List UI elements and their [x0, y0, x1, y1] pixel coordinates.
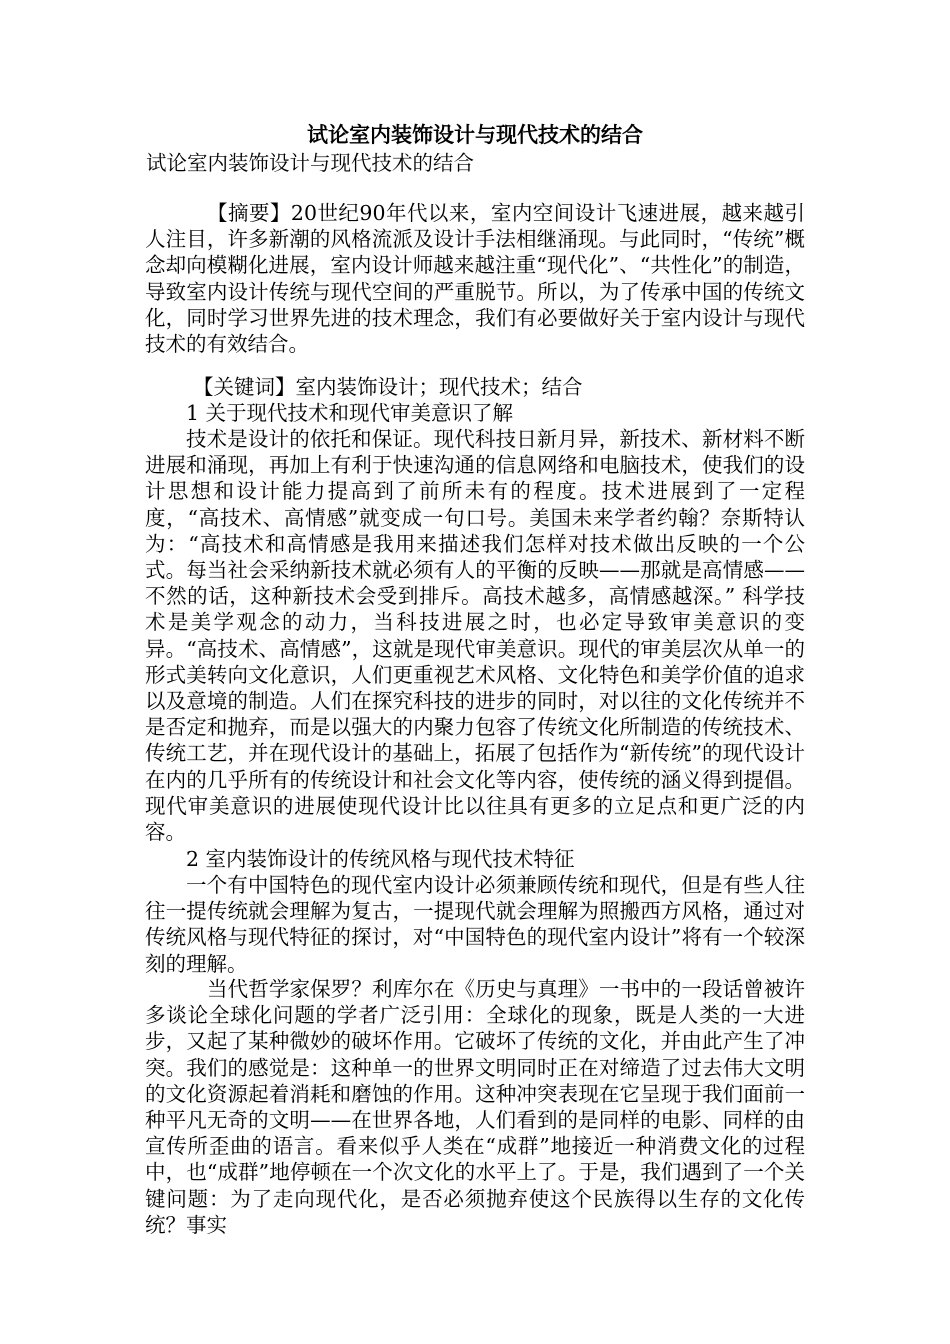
section-1-body: 技术是设计的依托和保证。现代科技日新月异，新技术、新材料不断进展和涌现，再加上有利于快速沟通的信息网络和电脑技术，使我们的设计思想和设计能力提高到了前所未有的程度。技术进展到了一定程度，“高技术、高情感”就变成一句口号。美国未来学者约翰？奈斯特认为：“高技术和高情感是我用来描述我们怎样对技术做出反映的一个公式。每当社会采纳新技术就必须有人的平衡的反映——那就是高情感——不然的话，这种新技术会受到排斥。高技术越多，高情感越深。” 科学技术是美学观念的动力，当科技进展之时，也必定导致审美意识的变异。“高技术、高情感”，这就是现代审美意识。现代的审美层次从单一的形式美转向文化意识，人们更重视艺术风格、文化特色和美学价值的追求以及意境的制造。人们在探究科技的进步的同时，对以往的文化传统并不是否定和抛弃，而是以强大的内聚力包容了传统文化所制造的传统技术、传统工艺，并在现代设计的基础上，拓展了包括作为“新传统”的现代设计在内的几乎所有的传统设计和社会文化等内容，使传统的涵义得到提倡。现代审美意识的进展使现代设计比以往具有更多的立足点和更广泛的内容。	[145, 427, 805, 845]
document-subtitle: 试论室内装饰设计与现代技术的结合	[146, 151, 474, 175]
section-2-paragraph-1: 一个有中国特色的现代室内设计必须兼顾传统和现代，但是有些人往往一提传统就会理解为复古，一提现代就会理解为照搬西方风格，通过对传统风格与现代特征的探讨，对“中国特色的现代室内设计”将有一个较深刻的理解。	[145, 873, 805, 976]
document-title: 试论室内装饰设计与现代技术的结合	[307, 122, 643, 147]
section-1-heading: 1 关于现代技术和现代审美意识了解	[186, 401, 514, 425]
abstract-paragraph: 【摘要】20世纪90年代以来，室内空间设计飞速进展，越来越引人注目，许多新潮的风格流派及设计手法相继涌现。与此同时，“传统”概念却向模糊化进展，室内设计师越来越注重“现代化”、“共性化”的制造，导致室内设计传统与现代空间的严重脱节。所以，为了传承中国的传统文化，同时学习世界先进的技术理念，我们有必要做好关于室内设计与现代技术的有效结合。	[145, 201, 805, 357]
section-2-paragraph-2: 当代哲学家保罗？利库尔在《历史与真理》一书中的一段话曾被许多谈论全球化问题的学者广泛引用：全球化的现象，既是人类的一大进步，又起了某种微妙的破坏作用。它破坏了传统的文化，并由此产生了冲突。我们的感觉是：这种单一的世界文明同时正在对缔造了过去伟大文明的文化资源起着消耗和磨蚀的作用。这种冲突表现在它呈现于我们面前一种平凡无奇的文明——在世界各地，人们看到的是同样的电影、同样的由宣传所歪曲的语言。看来似乎人类在“成群”地接近一种消费文化的过程中，也“成群”地停顿在一个次文化的水平上了。于是，我们遇到了一个关键问题：为了走向现代化，是否必须抛弃使这个民族得以生存的文化传统？事实	[145, 977, 805, 1237]
section-2-heading: 2 室内装饰设计的传统风格与现代技术特征	[186, 847, 575, 871]
keywords-line: 【关键词】室内装饰设计；现代技术；结合	[193, 375, 583, 399]
